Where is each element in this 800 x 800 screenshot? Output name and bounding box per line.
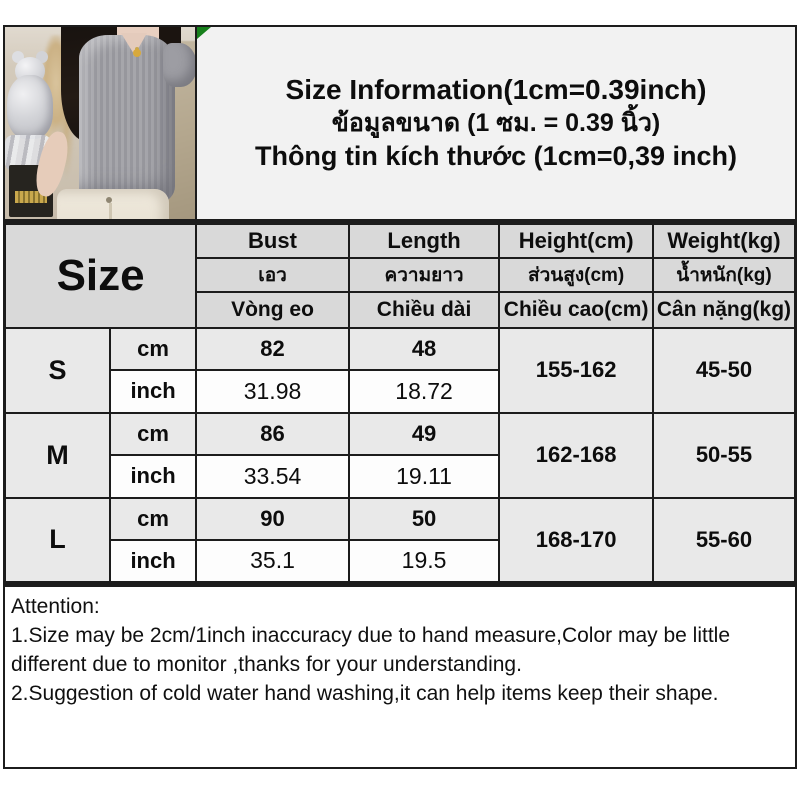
white-pants [57, 189, 169, 219]
crystal-bear-figurine [7, 75, 53, 139]
grey-ribbed-tee [79, 35, 175, 203]
weight-range-s: 45-50 [653, 328, 796, 413]
unit-cell: inch [110, 370, 196, 413]
length-cm-s: 48 [349, 328, 500, 370]
green-corner-marker-icon [197, 27, 211, 39]
col-header-length-th: ความยาว [349, 258, 500, 292]
gold-necklace [133, 49, 141, 57]
col-header-weight-en: Weight(kg) [653, 224, 796, 258]
height-range-m: 162-168 [499, 413, 653, 498]
height-range-s: 155-162 [499, 328, 653, 413]
size-row-label-l: L [5, 498, 110, 583]
length-inch-m: 19.11 [349, 455, 500, 498]
unit-cell: cm [110, 413, 196, 455]
bust-inch-s: 31.98 [196, 370, 349, 413]
col-header-height-vi: Chiều cao(cm) [499, 292, 653, 328]
col-header-bust-en: Bust [196, 224, 349, 258]
weight-range-m: 50-55 [653, 413, 796, 498]
col-header-weight-vi: Cân nặng(kg) [653, 292, 796, 328]
size-table [3, 222, 797, 584]
col-header-length-vi: Chiều dài [349, 292, 500, 328]
title-thai: ข้อมูลขนาด (1 ซม. = 0.39 นิ้ว) [331, 109, 661, 137]
size-row-label-s: S [5, 328, 110, 413]
col-header-height-th: ส่วนสูง(cm) [499, 258, 653, 292]
size-row-label-m: M [5, 413, 110, 498]
product-photo [5, 27, 197, 219]
bust-cm-l: 90 [196, 498, 349, 540]
col-header-bust-th: เอว [196, 258, 349, 292]
height-range-l: 168-170 [499, 498, 653, 583]
title-english: Size Information(1cm=0.39inch) [285, 74, 707, 105]
size-corner-label: Size [5, 224, 197, 328]
unit-cell: cm [110, 328, 196, 370]
unit-cell: inch [110, 540, 196, 583]
attention-box [3, 584, 797, 769]
attention-note-1: 1.Size may be 2cm/1inch inaccuracy due to hand measure,Color may be little different due to monitor ,thanks for your understanding. [11, 624, 731, 676]
tee-sleeve [163, 43, 197, 87]
col-header-weight-th: น้ำหนัก(kg) [653, 258, 796, 292]
attention-heading: Attention: [11, 595, 100, 618]
col-header-length-en: Length [349, 224, 500, 258]
length-inch-l: 19.5 [349, 540, 500, 583]
pants-seam [109, 203, 112, 219]
length-cm-m: 49 [349, 413, 500, 455]
bust-inch-l: 35.1 [196, 540, 349, 583]
top-band [3, 25, 797, 222]
col-header-height-en: Height(cm) [499, 224, 653, 258]
col-header-bust-vi: Vòng eo [196, 292, 349, 328]
bust-cm-s: 82 [196, 328, 349, 370]
title-box [197, 27, 795, 219]
unit-cell: inch [110, 455, 196, 498]
bust-inch-m: 33.54 [196, 455, 349, 498]
bust-cm-m: 86 [196, 413, 349, 455]
title-vietnamese: Thông tin kích thước (1cm=0,39 inch) [254, 141, 738, 171]
weight-range-l: 55-60 [653, 498, 796, 583]
length-inch-s: 18.72 [349, 370, 500, 413]
sheet [3, 25, 797, 769]
pants-button [106, 197, 112, 203]
attention-note-2: 2.Suggestion of cold water hand washing,it can help items keep their shape. [11, 682, 719, 705]
length-cm-l: 50 [349, 498, 500, 540]
unit-cell: cm [110, 498, 196, 540]
